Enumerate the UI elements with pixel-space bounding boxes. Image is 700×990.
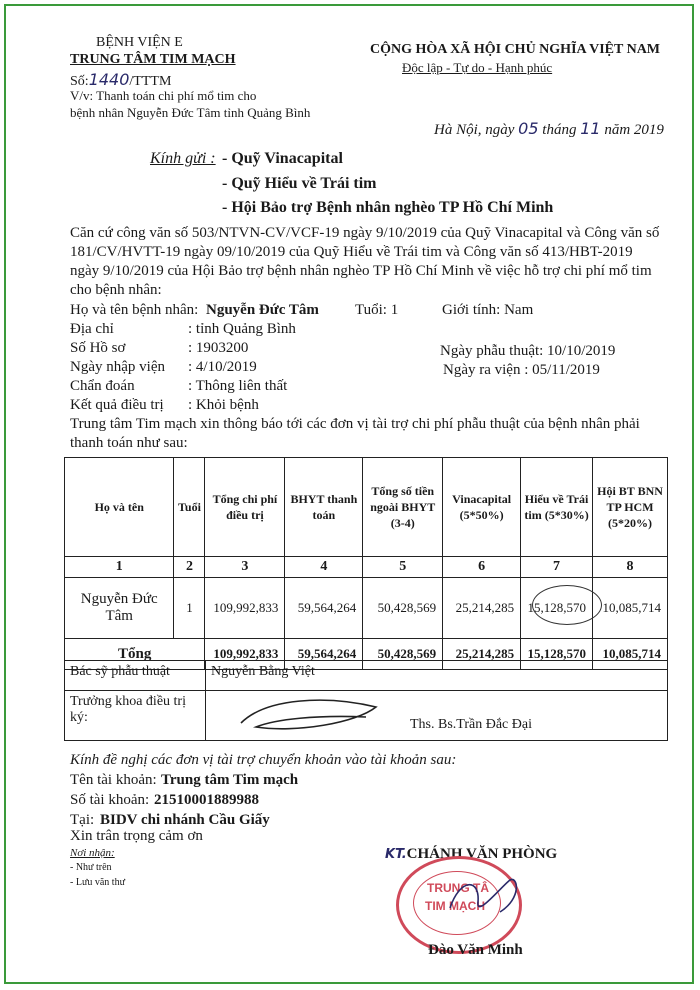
cell-total-cost: 109,992,833 bbox=[205, 578, 285, 639]
th-name: Họ và tên bbox=[65, 458, 174, 557]
intro-line-4: cho bệnh nhân: bbox=[70, 282, 162, 298]
cell-hoi-bt-bnn: 10,085,714 bbox=[593, 578, 668, 639]
recipient-3: - Hội Bảo trợ Bệnh nhân nghèo TP Hồ Chí Minh bbox=[222, 199, 554, 216]
th-vinacapital: Vinacapital (5*50%) bbox=[443, 458, 521, 557]
total-hoi-bt-bnn: 10,085,714 bbox=[593, 639, 668, 670]
office-name: CHÁNH VĂN PHÒNG bbox=[406, 846, 558, 862]
table-header-row bbox=[65, 458, 668, 557]
recipients-list-item: - Như trên bbox=[70, 862, 112, 873]
th-total-cost: Tổng chi phí điều trị bbox=[205, 458, 285, 557]
thanks-line: Xin trân trọng cảm ơn bbox=[70, 828, 203, 844]
th-hoi-bt-bnn: Hội BT BNN TP HCM (5*20%) bbox=[593, 458, 668, 557]
discharge-date: Ngày ra viện : 05/11/2019 bbox=[443, 362, 600, 378]
address-label: Địa chỉ bbox=[70, 321, 114, 337]
stamp-text-1: TRUNG TÂ bbox=[427, 881, 489, 895]
account-name-label: Tên tài khoản: bbox=[70, 772, 157, 788]
col-number: 4 bbox=[285, 557, 363, 578]
total-cost: 109,992,833 bbox=[205, 639, 285, 670]
head-name: Ths. Bs.Trần Đắc Đại bbox=[410, 717, 532, 732]
intro-line-3: ngày 9/10/2019 của Hội Bảo trợ bệnh nhân nghèo TP Hồ Chí Minh về việc hỗ trợ chi phí mổ tim bbox=[70, 263, 652, 279]
date-prefix: Hà Nội, ngày bbox=[434, 122, 515, 138]
date-month: 11 bbox=[580, 119, 601, 138]
national-motto: Độc lập - Tự do - Hạnh phúc bbox=[402, 60, 553, 75]
patient-name: Nguyễn Đức Tâm bbox=[206, 302, 319, 318]
cell-insurance: 59,564,264 bbox=[285, 578, 363, 639]
recipients-list-item: - Lưu văn thư bbox=[70, 877, 125, 888]
bank-label: Tại: bbox=[70, 812, 95, 828]
patient-sex: Giới tính: Nam bbox=[442, 302, 534, 318]
surgery-date: Ngày phẫu thuật: 10/10/2019 bbox=[440, 343, 616, 359]
recipient-2: - Quỹ Hiểu về Trái tim bbox=[222, 175, 377, 192]
office-prefix: KT. bbox=[385, 847, 407, 862]
center-name: TRUNG TÂM TIM MẠCH bbox=[70, 52, 236, 67]
surgeon-label: Bác sỹ phẫu thuật bbox=[65, 661, 206, 691]
th-age: Tuổi bbox=[174, 458, 205, 557]
cell-hieu-ve-trai-tim: 15,128,570 bbox=[521, 578, 593, 639]
hospital-name: BỆNH VIỆN E bbox=[96, 35, 183, 50]
col-number: 6 bbox=[443, 557, 521, 578]
office-signature bbox=[440, 868, 530, 928]
stamp-text-2: TIM MẠCH bbox=[425, 899, 485, 913]
reference-number bbox=[70, 70, 171, 90]
column-number-row bbox=[65, 557, 668, 578]
th-outside-insurance: Tổng số tiền ngoài BHYT (3-4) bbox=[363, 458, 443, 557]
issue-date bbox=[434, 119, 664, 139]
country-name: CỘNG HÒA XÃ HỘI CHỦ NGHĨA VIỆT NAM bbox=[370, 42, 661, 57]
total-outside-insurance: 50,428,569 bbox=[363, 639, 443, 670]
intro-line-1: Căn cứ công văn số 503/NTVN-CV/VCF-19 ngày 9/10/2019 của Quỹ Vinacapital và Công văn số bbox=[70, 225, 660, 241]
file-value: : 1903200 bbox=[188, 340, 249, 356]
recipients-label: Kính gửi : bbox=[150, 150, 216, 167]
notice-line-2: thanh toán như sau: bbox=[70, 435, 188, 451]
surgeon-name: Nguyễn Bằng Việt bbox=[206, 661, 668, 691]
date-suffix: năm 2019 bbox=[604, 122, 664, 138]
col-number: 8 bbox=[593, 557, 668, 578]
head-cell bbox=[206, 691, 668, 741]
notice-line-1: Trung tâm Tim mạch xin thông báo tới các đơn vị tài trợ chi phí phẫu thuật của bệnh nhân phải bbox=[70, 416, 640, 432]
ref-suffix: /TTTM bbox=[129, 74, 172, 89]
admit-value: : 4/10/2019 bbox=[188, 359, 257, 375]
cell-outside-insurance: 50,428,569 bbox=[363, 578, 443, 639]
ref-handwritten: 1440 bbox=[88, 70, 130, 89]
head-signature bbox=[236, 693, 386, 737]
th-insurance: BHYT thanh toán bbox=[285, 458, 363, 557]
cost-table bbox=[64, 457, 668, 670]
recipient-1: - Quỹ Vinacapital bbox=[222, 150, 343, 167]
recipients-list-label: Nơi nhận: bbox=[70, 847, 115, 859]
subject-line-1: V/v: Thanh toán chi phí mổ tim cho bbox=[70, 88, 257, 103]
col-number: 5 bbox=[363, 557, 443, 578]
signoff-table bbox=[64, 660, 668, 741]
bank-name: BIDV chi nhánh Cầu Giấy bbox=[100, 812, 270, 828]
col-number: 2 bbox=[174, 557, 205, 578]
cell-age: 1 bbox=[174, 578, 205, 639]
account-number: 21510001889988 bbox=[154, 792, 259, 808]
cell-vinacapital: 25,214,285 bbox=[443, 578, 521, 639]
patient-name-label: Họ và tên bệnh nhân: bbox=[70, 302, 199, 318]
address-value: : tỉnh Quảng Bình bbox=[188, 321, 296, 337]
admit-label: Ngày nhập viện bbox=[70, 359, 165, 375]
diagnosis-label: Chẩn đoán bbox=[70, 378, 135, 394]
th-hieu-ve-trai-tim: Hiểu về Trái tim (5*30%) bbox=[521, 458, 593, 557]
date-day: 05 bbox=[518, 119, 539, 138]
account-name: Trung tâm Tim mạch bbox=[161, 772, 299, 788]
ref-prefix: Số: bbox=[70, 74, 89, 89]
transfer-request: Kính đề nghị các đơn vị tài trợ chuyển khoản vào tài khoản sau: bbox=[70, 752, 457, 768]
total-insurance: 59,564,264 bbox=[285, 639, 363, 670]
col-number: 1 bbox=[65, 557, 174, 578]
date-mid: tháng bbox=[542, 122, 577, 138]
head-label: Trưởng khoa điều trị ký: bbox=[65, 691, 206, 741]
total-label: Tổng bbox=[65, 639, 205, 670]
signer-name: Đào Văn Minh bbox=[428, 942, 523, 958]
result-value: : Khỏi bệnh bbox=[188, 397, 259, 413]
patient-age: Tuổi: 1 bbox=[355, 302, 399, 318]
col-number: 3 bbox=[205, 557, 285, 578]
total-vinacapital: 25,214,285 bbox=[443, 639, 521, 670]
col-number: 7 bbox=[521, 557, 593, 578]
account-number-label: Số tài khoản: bbox=[70, 792, 150, 808]
handdrawn-circle-mark bbox=[532, 585, 602, 625]
intro-line-2: 181/CV/HVTT-19 ngày 09/10/2019 của Quỹ Hiểu về Trái tim và Công văn số 413/HBT-2019 bbox=[70, 244, 633, 260]
total-hieu-ve-trai-tim: 15,128,570 bbox=[521, 639, 593, 670]
subject-line-2: bệnh nhân Nguyễn Đức Tâm tỉnh Quảng Bình bbox=[70, 105, 311, 120]
file-label: Số Hồ sơ bbox=[70, 340, 126, 356]
cell-name: Nguyễn Đức Tâm bbox=[65, 578, 174, 639]
result-label: Kết quả điều trị bbox=[70, 397, 164, 413]
diagnosis-value: : Thông liên thất bbox=[188, 378, 288, 394]
